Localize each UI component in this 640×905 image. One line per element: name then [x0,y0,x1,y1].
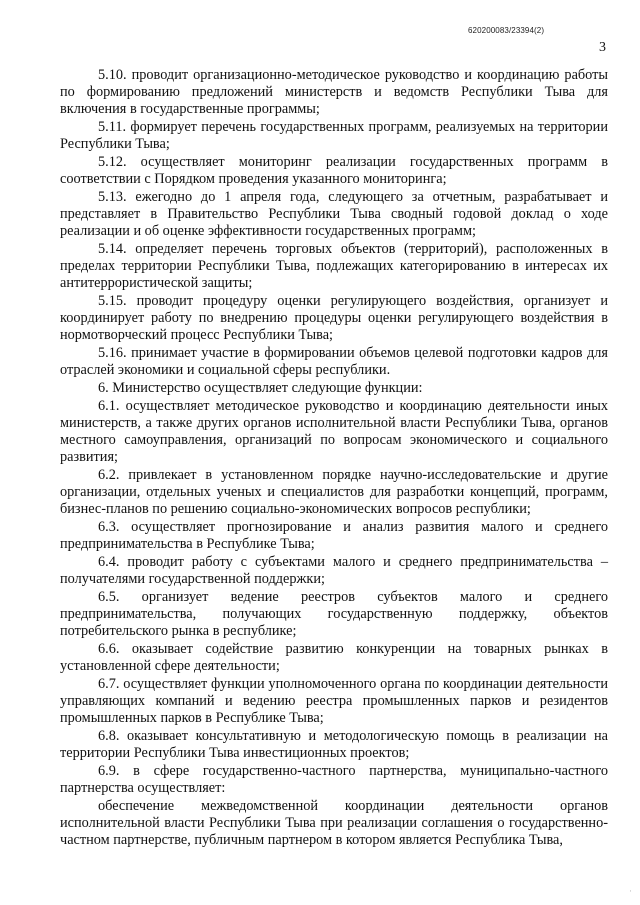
paragraph-5-12: 5.12. осуществляет мониторинг реализации государственных программ в соответствии с Порядком проведения указанного мониторинга; [60,154,608,187]
paragraph-6-6: 6.6. оказывает содействие развитию конкуренции на товарных рынках в установленной сфере деятельности; [60,641,608,674]
document-body [60,67,608,850]
paragraph-6-7: 6.7. осуществляет функции уполномоченного органа по координации деятельности управляющих компаний и ведению реестра промышленных парков и резидентов промышленных парков в Республике Тыва; [60,676,608,726]
paragraph-5-14: 5.14. определяет перечень торговых объектов (территорий), расположенных в пределах территории Республики Тыва, подлежащих категорированию в интересах их антитеррористической защиты; [60,241,608,291]
document-id: 620200083/23394(2) [468,26,545,35]
paragraph-5-10: 5.10. проводит организационно-методическое руководство и координацию работы по формированию предложений министерств и ведомств Республики Тыва для включения в государственные программы; [60,67,608,117]
paragraph-6-5: 6.5. организует ведение реестров субъектов малого и среднего предпринимательства, получающих государственную поддержку, объектов потребительского рынка в республике; [60,589,608,639]
paragraph-6-4: 6.4. проводит работу с субъектами малого и среднего предпринимательства – получателями государственной поддержки; [60,554,608,587]
corner-scan-mark: · [629,887,632,897]
paragraph-6-9-item: обеспечение межведомственной координации деятельности органов исполнительной власти Республики Тыва при реализации соглашения о государственно-частном партнерстве, публичным партнером в котором является Республика Тыва, [60,798,608,848]
paragraph-6: 6. Министерство осуществляет следующие функции: [98,380,423,396]
paragraph-5-15: 5.15. проводит процедуру оценки регулирующего воздействия, организует и координирует работу по внедрению процедуры оценки регулирующего воздействия в нормотворческий процесс Республики Тыва; [60,293,608,343]
page-number: 3 [599,40,606,55]
paragraph-6-3: 6.3. осуществляет прогнозирование и анализ развития малого и среднего предпринимательства в Республике Тыва; [60,519,608,552]
paragraph-6-8: 6.8. оказывает консультативную и методологическую помощь в реализации на территории Республики Тыва инвестиционных проектов; [60,728,608,761]
paragraph-5-13: 5.13. ежегодно до 1 апреля года, следующего за отчетным, разрабатывает и представляет в Правительство Республики Тыва сводный годовой доклад о ходе реализации и об оценке эффективности государственных программ; [60,189,608,239]
paragraph-6-2: 6.2. привлекает в установленном порядке научно-исследовательские и другие организации, отдельных ученых и специалистов для разработки концепций, программ, бизнес-планов по решению социально-экономических вопросов республики; [60,467,608,517]
paragraph-6-1: 6.1. осуществляет методическое руководство и координацию деятельности иных министерств, а также других органов исполнительной власти Республики Тыва, органов местного самоуправления, организаций по вопросам экономического и социального развития; [60,398,608,465]
paragraph-6-9: 6.9. в сфере государственно-частного партнерства, муниципально-частного партнерства осуществляет: [60,763,608,796]
paragraph-5-11: 5.11. формирует перечень государственных программ, реализуемых на территории Республики Тыва; [60,119,608,152]
paragraph-5-16: 5.16. принимает участие в формировании объемов целевой подготовки кадров для отраслей экономики и социальной сферы республики. [60,345,608,378]
